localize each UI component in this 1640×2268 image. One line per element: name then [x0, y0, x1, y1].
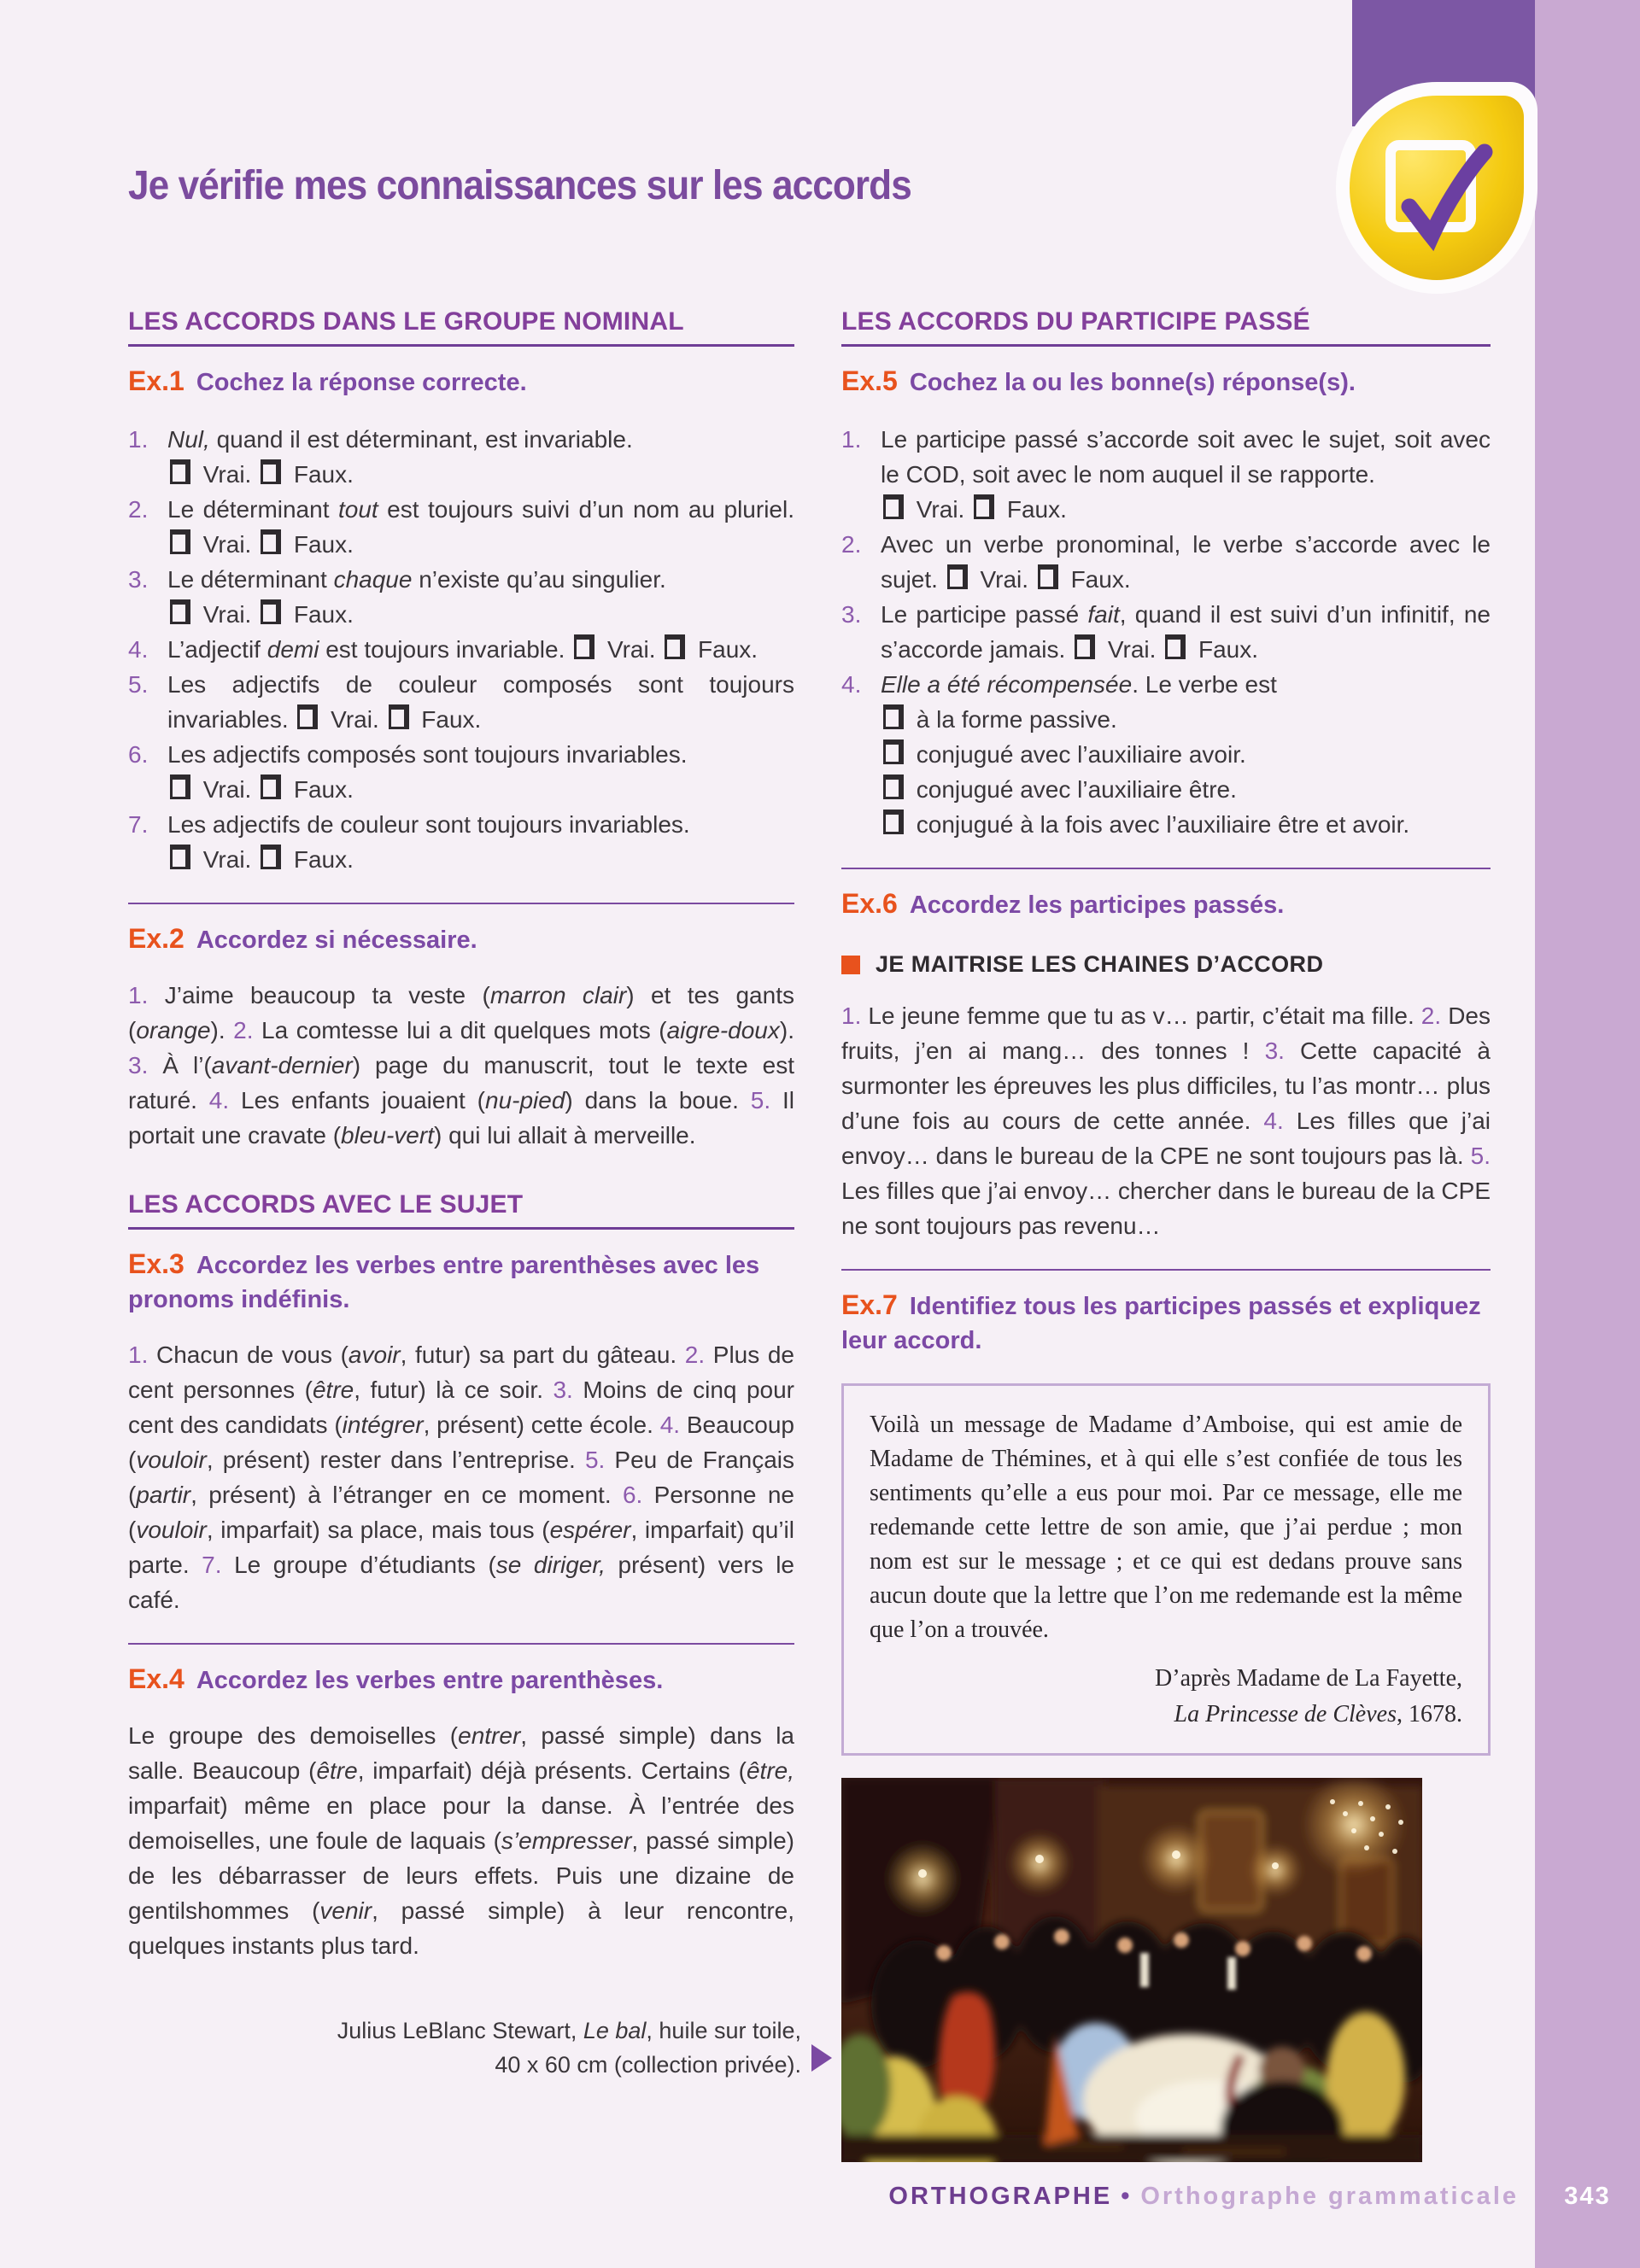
exercise-6-instruction: Accordez les participes passés.: [909, 891, 1285, 919]
inline-item-number: 3.: [128, 1052, 163, 1078]
page-number: 343: [1564, 2183, 1611, 2210]
inline-item-number: 5.: [584, 1447, 615, 1473]
exercise-3-header: [128, 1247, 794, 1317]
checkbox-icon: [261, 845, 281, 869]
exercise-4-label: Ex.4: [128, 1663, 184, 1694]
inline-item-number: 1.: [128, 1342, 156, 1368]
list-item: [128, 422, 794, 492]
item-text: Les adjectifs de couleur composés sont toujours invariables. Vrai. Faux.: [167, 671, 794, 733]
checkbox-icon: [170, 529, 190, 554]
item-number: 7.: [128, 811, 149, 838]
caption-arrow-icon: [811, 2044, 832, 2072]
exercise-1-items: [128, 422, 794, 877]
item-number: 2.: [841, 531, 862, 558]
exercise-4-header: [128, 1662, 794, 1698]
subheading-text: JE MAITRISE LES CHAINES D’ACCORD: [876, 951, 1324, 977]
exercise-4-text: Le groupe des demoiselles (entrer, passé simple) dans la salle. Beaucoup (être, imparfait) déjà présents. Certains (être, imparfait) même en place pour la danse. À l’entrée des demoiselles, une foule de laquais (s’empresser, passé simple) de les débarrasser de leurs effets. Puis une dizaine de gentilshommes (venir, passé simple) à leur rencontre, quelques instants plus tard.: [128, 1722, 795, 1959]
item-text: Avec un verbe pronominal, le verbe s’accorde avec le sujet. Vrai. Faux.: [881, 531, 1491, 593]
right-column: [841, 307, 1491, 2162]
divider: [128, 903, 794, 904]
item-text: Elle a été récompensée. Le verbe est à la forme passive. conjugué avec l’auxiliaire avoir. conjugué avec l’auxiliaire être. conjugué à la fois avec l’auxiliaire être et avoir.: [881, 671, 1410, 838]
checkbox-icon: [974, 494, 994, 519]
painting-le-bal: [841, 1778, 1422, 2162]
page-edge-strip: [1535, 0, 1640, 2268]
caption-line-2: 40 x 60 cm (collection privée).: [495, 2052, 801, 2078]
list-item: [841, 527, 1491, 597]
checkbox-icon: [665, 634, 685, 659]
inline-item-number: 2.: [233, 1017, 262, 1043]
left-column: [128, 307, 794, 1963]
inline-item-number: 5.: [750, 1087, 782, 1114]
list-item: [841, 422, 1491, 527]
checkbox-icon: [574, 634, 594, 659]
exercise-7-label: Ex.7: [841, 1289, 898, 1320]
check-badge: [1336, 82, 1538, 294]
list-item: [128, 737, 794, 807]
page-title: Je vérifie mes connaissances sur les accords: [128, 163, 911, 208]
quote-box: [841, 1383, 1491, 1756]
checkbox-icon: [261, 529, 281, 554]
checkbox-icon: [883, 775, 904, 799]
list-item: [841, 597, 1491, 667]
list-item: [128, 562, 794, 632]
item-text: Le participe passé s’accorde soit avec le sujet, soit avec le COD, soit avec le nom auquel il se rapporte. Vrai. Faux.: [881, 426, 1491, 523]
checkbox-icon: [170, 459, 190, 484]
exercise-5-items: [841, 422, 1491, 842]
checkbox-icon: [297, 704, 318, 729]
divider: [128, 1643, 794, 1645]
exercise-7-header: [841, 1288, 1491, 1358]
inline-item-number: 4.: [208, 1087, 242, 1114]
exercise-4-instruction: Accordez les verbes entre parenthèses.: [196, 1667, 664, 1694]
item-number: 1.: [128, 426, 149, 453]
item-text: Le déterminant chaque n’existe qu’au singulier. Vrai. Faux.: [167, 566, 666, 628]
item-text: Le participe passé fait, quand il est suivi d’un infinitif, ne s’accorde jamais. Vrai. Faux.: [881, 601, 1491, 663]
exercise-6-header: [841, 886, 1491, 922]
painting-caption: [128, 2014, 801, 2082]
orange-square-icon: [841, 956, 860, 974]
list-item: [128, 807, 794, 877]
inline-item-number: 6.: [622, 1482, 654, 1508]
list-item: [128, 492, 794, 562]
footer-section: ORTHOGRAPHE: [888, 2183, 1113, 2210]
exercise-2-label: Ex.2: [128, 923, 184, 954]
exercise-6-text: 1. Le jeune femme que tu as v… partir, c’était ma fille. 2. Des fruits, j’en ai mang… des tonnes ! 3. Cette capacité à surmonter les épreuves les plus difficiles, tu l’as montr… plus d’une fois au cours de cette année. 4. Les filles que j’ai envoy… dans le bureau de la CPE ne sont toujours pas là. 5. Les filles que j’ai envoy… chercher dans le bureau de la CPE ne sont toujours pas revenu…: [841, 1002, 1491, 1239]
checkbox-icon: [947, 564, 968, 589]
section-heading-sujet: LES ACCORDS AVEC LE SUJET: [128, 1190, 794, 1230]
checkbox-icon: [883, 739, 904, 764]
inline-item-number: 4.: [1263, 1108, 1297, 1134]
footer: [128, 2183, 1519, 2211]
exercise-7-instruction: Identifiez tous les participes passés et expliquez leur accord.: [841, 1293, 1481, 1354]
exercise-3-text: 1. Chacun de vous (avoir, futur) sa part du gâteau. 2. Plus de cent personnes (être, futur) là ce soir. 3. Moins de cinq pour cent des candidats (intégrer, présent) cette école. 4. Beaucoup (vouloir, présent) rester dans l’entreprise. 5. Peu de Français (partir, présent) à l’étranger en ce moment. 6. Personne ne (vouloir, imparfait) sa place, mais tous (espérer, imparfait) qu’il parte. 7. Le groupe d’étudiants (se diriger, présent) vers le café.: [128, 1342, 794, 1613]
item-text: Le déterminant tout est toujours suivi d’un nom au pluriel. Vrai. Faux.: [167, 496, 794, 558]
checkbox-icon: [170, 775, 190, 799]
exercise-2-text: 1. J’aime beaucoup ta veste (marron clair) et tes gants (orange). 2. La comtesse lui a dit quelques mots (aigre-doux). 3. À l’(avant-dernier) page du manuscrit, tout le texte est raturé. 4. Les enfants jouaient (nu-pied) dans la boue. 5. Il portait une cravate (bleu-vert) qui lui allait à merveille.: [128, 982, 794, 1149]
footer-subsection: Orthographe grammaticale: [1140, 2183, 1519, 2210]
checkbox-icon: [389, 704, 409, 729]
exercise-6-label: Ex.6: [841, 888, 898, 919]
item-number: 6.: [128, 741, 149, 768]
attribution-author: D’après Madame de La Fayette,: [1155, 1665, 1462, 1692]
exercise-5-header: [841, 364, 1491, 400]
inline-item-number: 1.: [841, 1002, 869, 1029]
checkbox-icon: [1038, 564, 1058, 589]
item-text: Les adjectifs de couleur sont toujours invariables. Vrai. Faux.: [167, 811, 690, 873]
inline-item-number: 3.: [1264, 1038, 1301, 1064]
checkbox-icon: [170, 845, 190, 869]
item-number: 4.: [841, 671, 862, 698]
list-item: [841, 667, 1491, 842]
exercise-3-instruction: Accordez les verbes entre parenthèses avec les pronoms indéfinis.: [128, 1252, 760, 1313]
item-number: 5.: [128, 671, 149, 698]
item-text: Les adjectifs composés sont toujours invariables. Vrai. Faux.: [167, 741, 688, 803]
checkbox-icon: [261, 599, 281, 624]
checkmark-icon: [1336, 82, 1538, 294]
section-heading-participe-passe: LES ACCORDS DU PARTICIPE PASSÉ: [841, 307, 1491, 347]
exercise-1-instruction: Cochez la réponse correcte.: [196, 369, 527, 396]
inline-item-number: 1.: [128, 982, 165, 1008]
inline-item-number: 4.: [659, 1412, 687, 1438]
divider: [841, 1269, 1491, 1271]
divider: [841, 868, 1491, 869]
checkbox-icon: [883, 704, 904, 729]
list-item: [128, 667, 794, 737]
caption-line-1: Julius LeBlanc Stewart, Le bal, huile sur toile,: [337, 2018, 801, 2043]
exercise-2-header: [128, 921, 794, 957]
item-text: Nul, quand il est déterminant, est invariable. Vrai. Faux.: [167, 426, 633, 488]
exercise-3-label: Ex.3: [128, 1248, 184, 1279]
checkbox-icon: [883, 494, 904, 519]
exercise-5-instruction: Cochez la ou les bonne(s) réponse(s).: [909, 369, 1356, 396]
item-text: L’adjectif demi est toujours invariable. Vrai. Faux.: [167, 636, 758, 663]
section-heading-groupe-nominal: LES ACCORDS DANS LE GROUPE NOMINAL: [128, 307, 794, 347]
item-number: 3.: [128, 566, 149, 593]
inline-item-number: 2.: [1420, 1002, 1449, 1029]
inline-item-number: 7.: [202, 1552, 235, 1578]
checkbox-icon: [261, 775, 281, 799]
checkbox-icon: [1075, 634, 1095, 659]
item-number: 4.: [128, 636, 149, 663]
exercise-1-header: [128, 364, 794, 400]
inline-item-number: 5.: [1470, 1143, 1491, 1169]
exercise-2-instruction: Accordez si nécessaire.: [196, 926, 477, 954]
exercise-1-label: Ex.1: [128, 365, 184, 396]
item-number: 1.: [841, 426, 862, 453]
item-number: 3.: [841, 601, 862, 628]
exercise-5-label: Ex.5: [841, 365, 898, 396]
checkbox-icon: [1165, 634, 1186, 659]
attribution-work: La Princesse de Clèves, 1678.: [1174, 1701, 1462, 1727]
list-item: [128, 632, 794, 667]
quote-text: Voilà un message de Madame d’Amboise, qui est amie de Madame de Thémines, et à qui elle s’est confiée de tous les sentiments qu’elle a eus pour moi. Par ce message, elle me redemande cette lettre de son amie, que j’ai perdue ; mon nom est sur le message ; et ce qui est dedans prouve sans aucun doute que la lettre que l’on me redemande est la même que l’on a trouvée.: [870, 1412, 1462, 1643]
checkbox-icon: [883, 810, 904, 834]
inline-item-number: 3.: [553, 1377, 583, 1403]
quote-attribution: [870, 1661, 1462, 1733]
checkbox-icon: [261, 459, 281, 484]
exercise-6-subheading: [841, 951, 1491, 978]
inline-item-number: 2.: [684, 1342, 713, 1368]
item-number: 2.: [128, 496, 149, 523]
checkbox-icon: [170, 599, 190, 624]
footer-bullet-icon: •: [1121, 2183, 1133, 2210]
